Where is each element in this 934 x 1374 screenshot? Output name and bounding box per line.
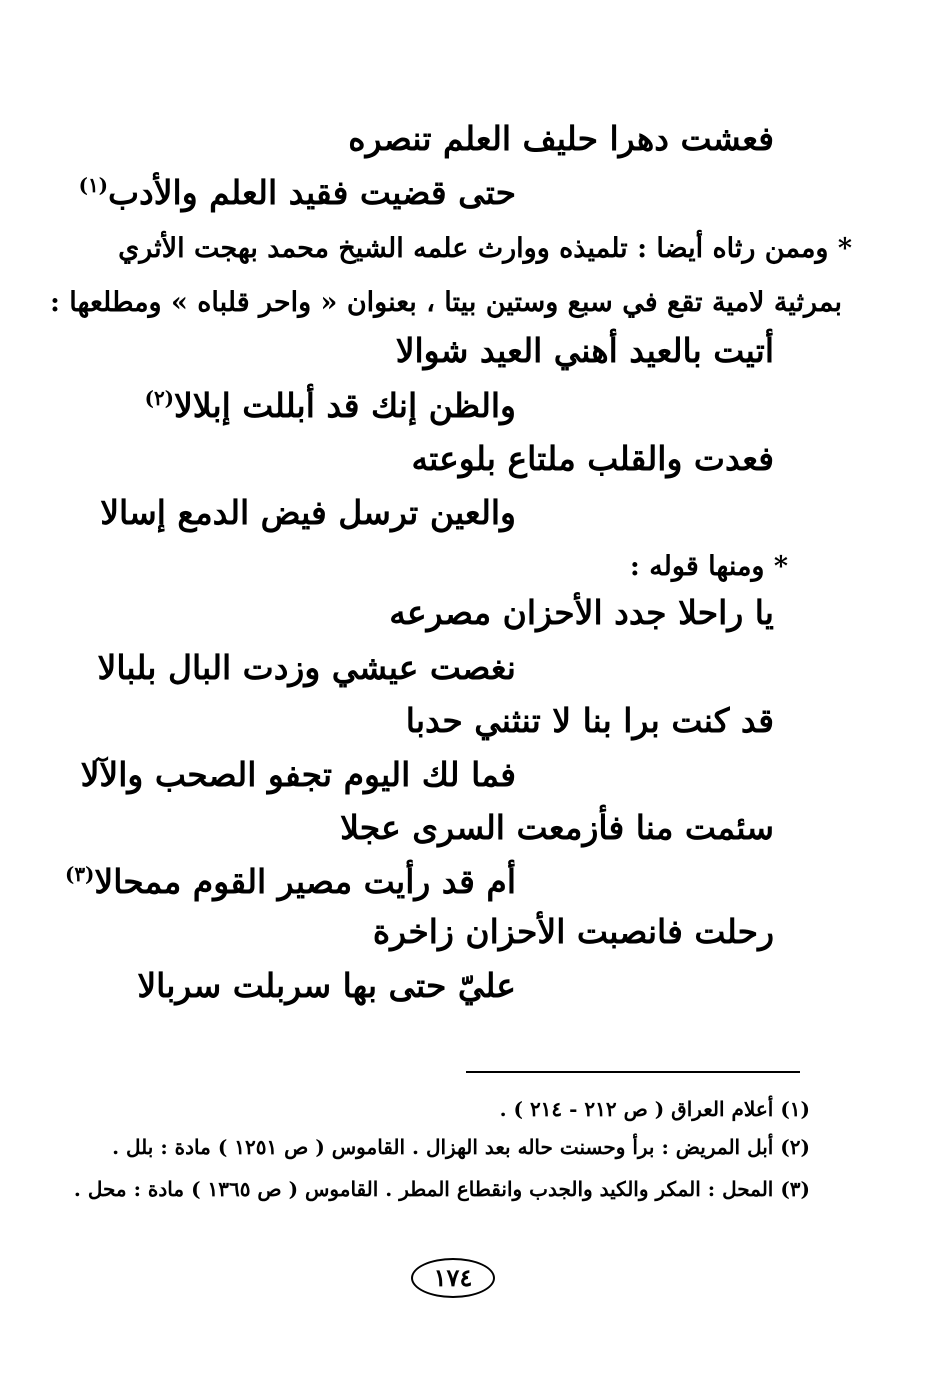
page-number: ١٧٤ (411, 1258, 495, 1298)
verse-line (145, 384, 516, 428)
footnote-marker: (٢) (144, 386, 174, 410)
footnote-marker: (١) (78, 173, 108, 197)
verse-text: حتى قضيت فقيد العلم والأدب (107, 173, 516, 212)
verse-line: فعدت والقلب ملتاع بلوعته (411, 439, 774, 478)
verse-line: فعشت دهرا حليف العلم تنصره (348, 119, 774, 158)
prose-line: * ومنها قوله : (629, 551, 788, 582)
footnote: (١) أعلام العراق ( ص ٢١٢ - ٢١٤ ) . (499, 1097, 810, 1121)
verse-line: سئمت منا فأزمعت السرى عجلا (340, 808, 774, 847)
prose-line: بمرثية لامية تقع في سبع وستين بيتا ، بعنوان « واحر قلباه » ومطلعها : (49, 287, 842, 318)
verse-text: أم قد رأيت مصير القوم ممحالا (94, 862, 516, 901)
verse-line: قد كنت برا بنا لا تنثني حدبا (405, 701, 774, 740)
footnote: (٣) المحل : المكر والكيد والجدب وانقطاع المطر . القاموس ( ص ١٣٦٥ ) مادة : محل . (73, 1177, 810, 1201)
footnote-marker: (٣) (65, 862, 95, 886)
footnote-separator (466, 1071, 800, 1073)
verse-line: نغصت عيشي وزدت البال بلبالا (97, 648, 516, 687)
verse-line: أتيت بالعيد أهني العيد شوالا (395, 331, 774, 370)
verse-line: فما لك اليوم تجفو الصحب والآلا (80, 755, 516, 794)
verse-line (79, 171, 516, 215)
verse-line: رحلت فانصبت الأحزان زاخرة (372, 912, 774, 951)
verse-line (65, 860, 516, 904)
verse-line: يا راحلا جدد الأحزان مصرعه (389, 593, 774, 632)
verse-line: عليّ حتى بها سربلت سربالا (137, 966, 516, 1005)
verse-text: والظن إنك قد أبللت إبلالا (173, 386, 516, 425)
footnote: (٢) أبل المريض : برأ وحسنت حاله بعد الهزال . القاموس ( ص ١٢٥١ ) مادة : بلل . (112, 1135, 810, 1159)
verse-line: والعين ترسل فيض الدمع إسالا (100, 493, 516, 532)
prose-line: * وممن رثاه أيضا : تلميذه ووارث علمه الشيخ محمد بهجت الأثري (118, 233, 852, 264)
